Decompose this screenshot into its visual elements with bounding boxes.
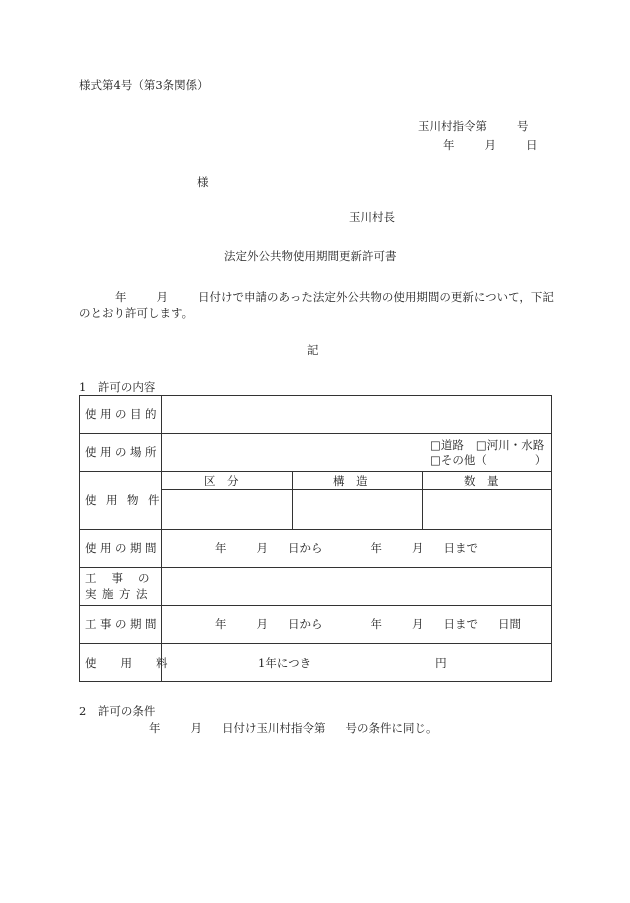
fee-text [258, 656, 447, 670]
label-purpose-text: 使用の目的 [85, 407, 160, 421]
construction-from-month: 月 [256, 617, 268, 631]
period-from-year: 年 [215, 541, 227, 555]
items-header-quantity: 数 量 [464, 474, 499, 488]
period-text [215, 541, 478, 555]
period-to-month: 月 [412, 541, 424, 555]
construction-to-day: 日まで [443, 617, 478, 631]
body-month: 月 [156, 290, 168, 304]
cond-tail: 号の条件に同じ。 [345, 721, 438, 735]
label-method-line2: 実施方法 [85, 587, 153, 601]
checkbox-river[interactable]: □河川・水路 [475, 438, 545, 452]
addressee-suffix: 様 [197, 175, 209, 189]
body-year: 年 [115, 290, 127, 304]
items-header-structure: 構 造 [333, 474, 368, 488]
body-text: 日付けで申請のあった法定外公共物の使用期間の更新について，下記 [198, 290, 554, 304]
label-period: 使用の期間 [85, 541, 160, 555]
label-method-line1: 工事の [85, 571, 165, 585]
checkbox-road[interactable]: □道路 [430, 438, 464, 452]
construction-from-year: 年 [215, 617, 227, 631]
doc-number-prefix: 玉川村指令第 [418, 119, 487, 133]
construction-to-month: 月 [412, 617, 424, 631]
cond-year: 年 [149, 721, 161, 735]
label-items: 使用物件 [85, 493, 169, 507]
construction-to-year: 年 [370, 617, 382, 631]
page-title: 法定外公共物使用期間更新許可書 [224, 249, 397, 263]
cond-ref: 日付け玉川村指令第 [222, 721, 326, 735]
checkbox-other[interactable]: □その他（ [430, 453, 487, 467]
doc-number-suffix: 号 [517, 119, 529, 133]
other-close: ） [534, 453, 547, 467]
place-options-row1 [430, 438, 544, 452]
header-date [443, 138, 538, 152]
section2-heading: 2 許可の条件 [79, 704, 156, 718]
body-line1 [115, 290, 554, 304]
construction-from-day: 日から [288, 617, 323, 631]
label-place: 使用の場所 [85, 445, 160, 459]
label-construction-period: 工事の期間 [85, 617, 160, 631]
conditions-text [149, 721, 438, 735]
body-line2: のとおり許可します。 [79, 306, 194, 320]
form-number: 様式第4号（第3条関係） [79, 78, 209, 92]
section1-heading: 1 許可の内容 [79, 380, 156, 394]
fee-per-year: 1年につき [258, 656, 312, 670]
construction-days: 日間 [498, 617, 521, 631]
date-month: 月 [484, 138, 496, 152]
date-day: 日 [526, 138, 538, 152]
period-to-day: 日まで [443, 541, 478, 555]
label-fee: 使用料 [85, 656, 192, 670]
date-year: 年 [443, 138, 455, 152]
period-from-day: 日から [288, 541, 323, 555]
place-options-row2 [430, 453, 546, 467]
items-header-category: 区 分 [204, 474, 239, 488]
cond-month: 月 [190, 721, 202, 735]
fee-yen: 円 [435, 656, 447, 670]
ki-label: 記 [307, 343, 319, 357]
doc-number [418, 119, 529, 133]
period-from-month: 月 [256, 541, 268, 555]
label-purpose [85, 407, 160, 421]
period-to-year: 年 [370, 541, 382, 555]
issuer: 玉川村長 [349, 210, 395, 224]
construction-text [215, 617, 521, 631]
